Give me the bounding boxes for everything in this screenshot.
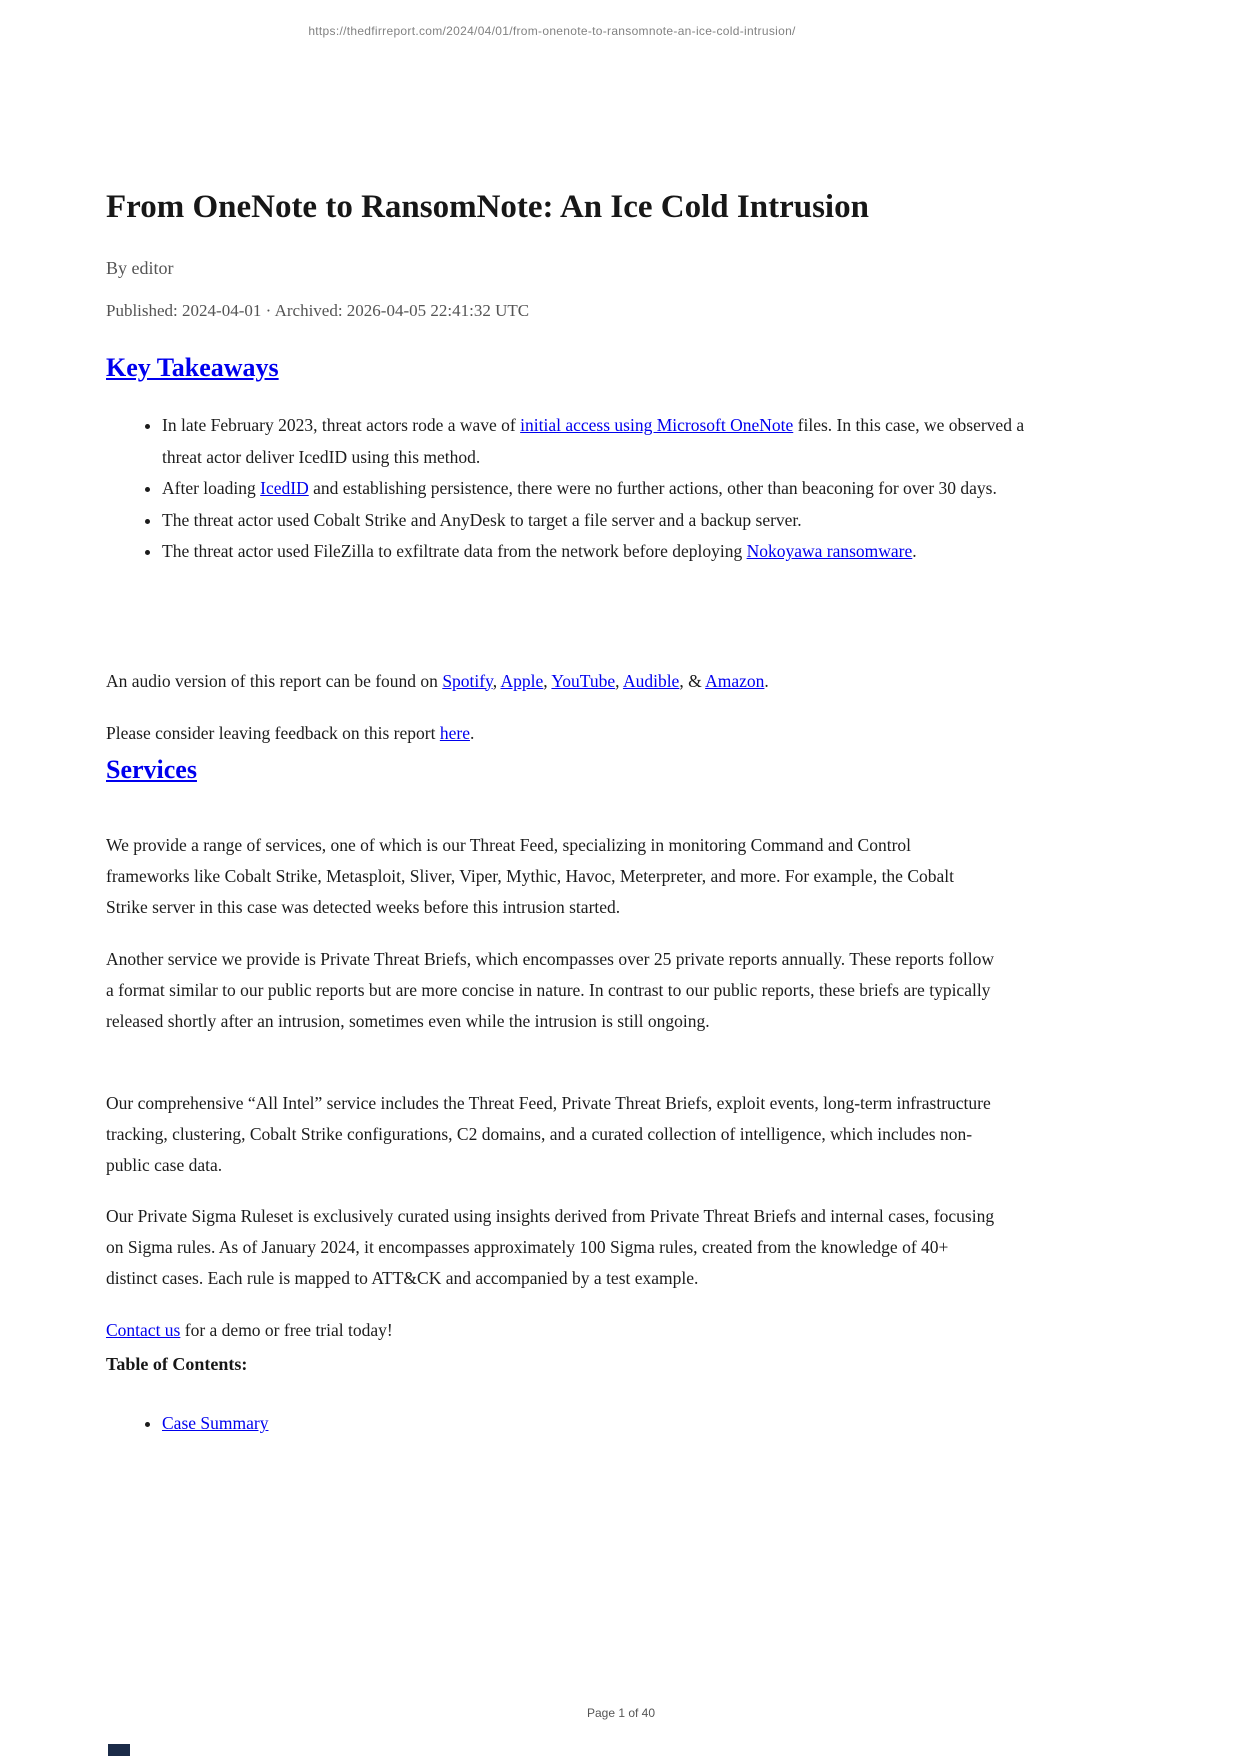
takeaway-text: and establishing persistence, there were no further actions, other than beaconing for over 30 days. [308, 478, 997, 499]
audible-link[interactable]: Audible [622, 670, 680, 691]
takeaway-item [162, 410, 1054, 473]
services-heading-link[interactable]: Services [106, 755, 197, 784]
takeaway-text: files. In this case, we observed a threat actor deliver IcedID using this method. [162, 415, 1025, 467]
services-heading [106, 754, 998, 785]
key-takeaways-list [106, 410, 1054, 568]
feedback-here-link[interactable]: here [439, 722, 470, 743]
takeaway-text: The threat actor used FileZilla to exfiltrate data from the network before deploying [162, 541, 747, 562]
icedid-link[interactable]: IcedID [260, 478, 309, 499]
takeaway-item [162, 505, 1054, 537]
services-paragraph-2: Another service we provide is Private Threat Briefs, which encompasses over 25 private reports annually. These reports follow a format similar to our public reports but are more concise in nature. In contrast to our public reports, these briefs are typically released shortly after an intrusion, sometimes even while the intrusion is still ongoing. [106, 948, 995, 1031]
toc-item [162, 1408, 1054, 1440]
table-of-contents-heading: Table of Contents: [106, 1354, 248, 1374]
takeaway-text: In late February 2023, threat actors rode a wave of [162, 415, 521, 435]
audio-text: , & [679, 670, 706, 691]
page-title: From OneNote to RansomNote: An Ice Cold Intrusion [106, 189, 869, 225]
contact-us-link[interactable]: Contact us [106, 1319, 181, 1340]
audio-text: , [492, 670, 501, 691]
takeaway-text: . [912, 541, 917, 562]
audio-text: . [764, 670, 769, 691]
published-archived-line: Published: 2024-04-01 · Archived: 2026-04-05 22:41:32 UTC [106, 301, 530, 320]
contact-text: for a demo or free trial today! [180, 1319, 393, 1340]
case-summary-link[interactable]: Case Summary [162, 1413, 269, 1433]
takeaway-item [162, 473, 1054, 505]
key-takeaways-heading-link[interactable]: Key Takeaways [106, 353, 279, 382]
initial-access-onenote-link[interactable]: initial access using Microsoft OneNote [520, 415, 794, 435]
audio-version-line [106, 666, 998, 697]
nokoyawa-ransomware-link[interactable]: Nokoyawa ransomware [746, 541, 913, 562]
services-paragraph-4: Our Private Sigma Ruleset is exclusively curated using insights derived from Private Threat Briefs and internal cases, focusing on Sigma rules. As of January 2024, it encompasses approximately 100 Sigma rules, created from the knowledge of 40+ distinct cases. Each rule is mapped to ATT&CK and accompanied by a test example. [106, 1205, 995, 1288]
services-paragraph-3: Our comprehensive “All Intel” service includes the Threat Feed, Private Threat Briefs, exploit events, long-term infrastructure tracking, clustering, Cobalt Strike configurations, C2 domains, and a curated collection of intelligence, which includes non-public case data. [106, 1092, 991, 1175]
amazon-link[interactable]: Amazon [705, 670, 765, 691]
apple-link[interactable]: Apple [500, 670, 544, 691]
audio-text: , [615, 670, 623, 691]
takeaway-text: The threat actor used Cobalt Strike and AnyDesk to target a file server and a backup server. [162, 509, 802, 530]
archive-url: https://thedfirreport.com/2024/04/01/from-onenote-to-ransomnote-an-ice-cold-intrusion/ [308, 24, 796, 38]
next-image-top-sliver [108, 1744, 130, 1756]
youtube-link[interactable]: YouTube [551, 670, 616, 691]
key-takeaways-heading [106, 352, 998, 383]
contact-line [106, 1315, 998, 1346]
feedback-line [106, 718, 998, 749]
byline: By editor [106, 258, 174, 278]
spotify-link[interactable]: Spotify [442, 670, 493, 691]
services-paragraph-1: We provide a range of services, one of which is our Threat Feed, specializing in monitoring Command and Control frameworks like Cobalt Strike, Metasploit, Sliver, Viper, Mythic, Havoc, Meterpreter, and more. For example, the Cobalt Strike server in this case was detected weeks before this intrusion started. [106, 834, 954, 917]
feedback-text: . [469, 722, 475, 743]
table-of-contents-list [106, 1408, 1054, 1440]
audio-text: , [543, 670, 552, 691]
takeaway-item [162, 536, 1054, 568]
audio-text: An audio version of this report can be found on [106, 670, 443, 691]
page-number-footer: Page 1 of 40 [586, 1706, 656, 1720]
feedback-text: Please consider leaving feedback on this report [106, 722, 440, 743]
takeaway-text: After loading [162, 478, 261, 499]
